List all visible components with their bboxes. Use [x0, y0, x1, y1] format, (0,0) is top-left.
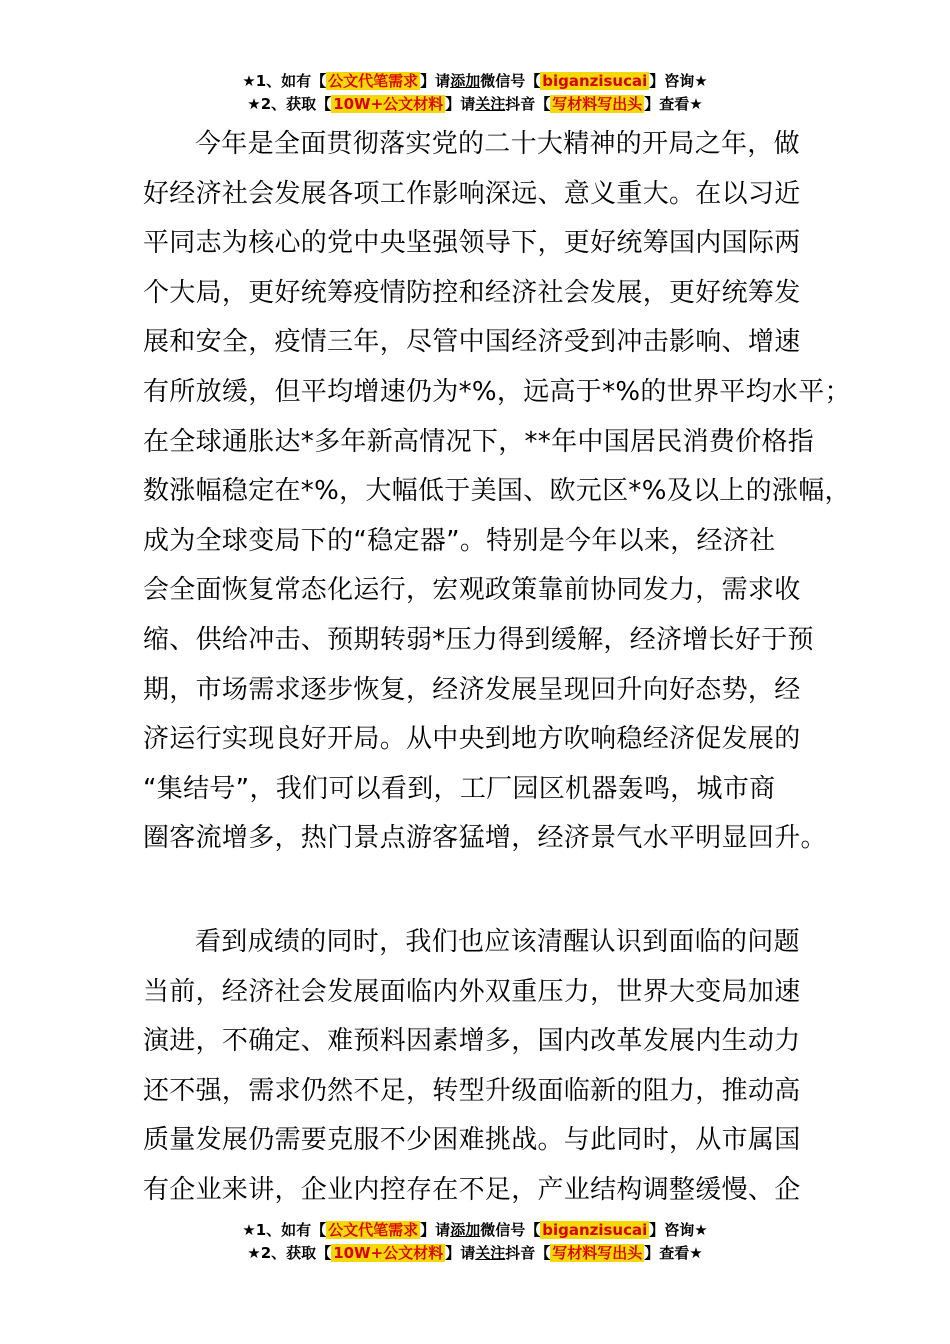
- text-line: 好经济社会发展各项工作影响深远、意义重大。在以习近: [143, 178, 801, 209]
- text-line: 数涨幅稳定在*%，大幅低于美国、欧元区*%及以上的涨幅，: [143, 476, 851, 507]
- text-line: 有所放缓，但平均增速仍为*%，远高于*%的世界平均水平；: [143, 376, 851, 407]
- body-paragraph-1: [143, 120, 851, 864]
- text-line: “集结号”，我们可以看到，工厂园区机器轰鸣，城市商: [143, 773, 776, 804]
- text-line: 看到成绩的同时，我们也应该清醒认识到面临的问题: [195, 927, 800, 957]
- highlight-service: 公文代笔需求: [328, 1221, 419, 1239]
- text-line: 质量发展仍需要克服不少困难挑战。与此同时，从市属国: [143, 1125, 801, 1156]
- text-line: 缩、供给冲击、预期转弱*压力得到缓解，经济增长好于预: [143, 624, 814, 655]
- text-line: 在全球通胀达*多年新高情况下，**年中国居民消费价格指: [143, 426, 815, 457]
- promo-line-2: ★2、获取【 10W+公文材料 】请关注抖音【 写材料写出头 】查看★: [247, 1244, 703, 1262]
- text-line: 济运行实现良好开局。从中央到地方吹响稳经济促发展的: [143, 724, 801, 755]
- highlight-materials: 10W+公文材料: [333, 1244, 444, 1262]
- text-line: 期，市场需求逐步恢复，经济发展呈现回升向好态势，经: [143, 674, 801, 705]
- highlight-wechat-id: biganzisucai: [542, 1221, 648, 1239]
- text-line: 圈客流增多，热门景点游客猛增，经济景气水平明显回升。: [143, 823, 827, 854]
- text-line: 成为全球变局下的“稳定器”。特别是今年以来，经济社: [143, 525, 776, 556]
- highlight-wechat-id: biganzisucai: [542, 72, 648, 90]
- text-line: 演进，不确定、难预料因素增多，国内改革发展内生动力: [143, 1026, 801, 1057]
- text-line: 会全面恢复常态化运行，宏观政策靠前协同发力，需求收: [143, 575, 801, 606]
- text-line: 当前，经济社会发展面临内外双重压力，世界大变局加速: [143, 976, 801, 1007]
- text-line: 今年是全面贯彻落实党的二十大精神的开局之年，做: [195, 129, 800, 159]
- text-line: 展和安全，疫情三年，尽管中国经济受到冲击影响、增速: [143, 327, 801, 358]
- promo-line-2: ★2、获取【 10W+公文材料 】请关注抖音【 写材料写出头 】查看★: [247, 95, 703, 113]
- promo-banner-top: [0, 70, 950, 116]
- promo-line-1: ★1、如有【 公文代笔需求 】请添加微信号【 biganzisucai 】咨询★: [242, 1221, 708, 1239]
- promo-banner-bottom: [0, 1219, 950, 1265]
- highlight-douyin: 写材料写出头: [552, 1244, 643, 1262]
- body-paragraph-2: [143, 918, 833, 1216]
- text-line: 有企业来讲，企业内控存在不足，产业结构调整缓慢、企: [143, 1174, 801, 1205]
- highlight-douyin: 写材料写出头: [552, 95, 643, 113]
- text-line: 还不强，需求仍然不足，转型升级面临新的阻力，推动高: [143, 1075, 801, 1106]
- text-line: 个大局，更好统筹疫情防控和经济社会发展，更好统筹发: [143, 277, 801, 308]
- text-line: 平同志为核心的党中央坚强领导下，更好统筹国内国际两: [143, 228, 801, 259]
- promo-line-1: ★1、如有【 公文代笔需求 】请添加微信号【 biganzisucai 】咨询★: [242, 72, 708, 90]
- highlight-materials: 10W+公文材料: [333, 95, 444, 113]
- highlight-service: 公文代笔需求: [328, 72, 419, 90]
